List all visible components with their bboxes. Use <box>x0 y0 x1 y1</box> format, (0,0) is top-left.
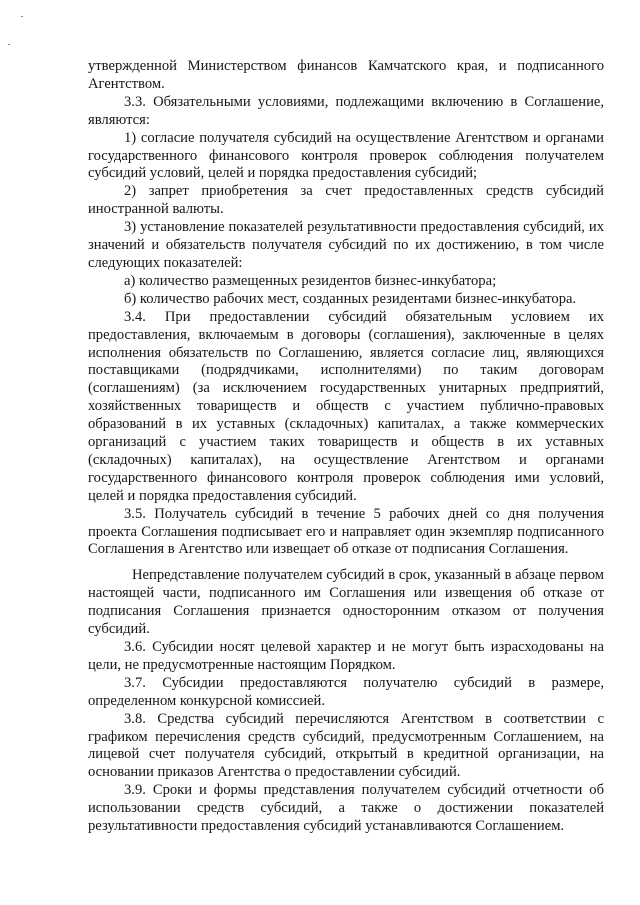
paragraph-3-9: 3.9. Сроки и формы представления получателем субсидий отчетности об использовании средств субсидий, а также о достижении показателей результативности предоставления субсидий устанавливаются Соглашением. <box>88 782 604 835</box>
scan-speck <box>8 44 10 45</box>
paragraph-3-5: 3.5. Получатель субсидий в течение 5 рабочих дней со дня получения проекта Соглашения подписывает его и направляет один экземпляр подписанного Соглашения в Агентство или извещает об отказе от подписания Соглашения. <box>88 505 604 558</box>
paragraph-3-3-item-3: 3) установление показателей результативности предоставления субсидий, их значений и обязательств получателя субсидий по их достижению, в том числе следующих показателей: <box>88 219 604 271</box>
paragraph-3-4: 3.4. При предоставлении субсидий обязательным условием их предоставления, включаемым в договоры (соглашения), заключенные в целях исполнения обязательств по Соглашению, является согласие лиц, являющихся поставщиками (подрядчиками, исполнителями) по таким договорам (соглашениям) (за исключением государственных унитарных предприятий, хозяйственных товариществ и обществ с участием публично-правовых образований в их уставных (складочных) капиталах, а также коммерческих организаций с участием таких товариществ и обществ в их уставных (складочных) капиталах), на осуществление Агентством и органами государственного финансового контроля проверок соблюдения ими условий, целей и порядка предоставления субсидий. <box>88 308 604 504</box>
paragraph-3-3-item-b: б) количество рабочих мест, созданных резидентами бизнес-инкубатора. <box>124 290 577 307</box>
paragraph-3-3-item-a: а) количество размещенных резидентов бизнес-инкубатора; <box>124 272 497 289</box>
paragraph-3-5-refusal: Непредставление получателем субсидий в срок, указанный в абзаце первом настоящей части, подписанного им Соглашения или извещения об отказе от подписания Соглашения признается односторонним отказом от получения субсидий. <box>88 567 604 638</box>
paragraph-3-8: 3.8. Средства субсидий перечисляются Агентством в соответствии с графиком перечисления средств субсидий, предусмотренным Соглашением, на лицевой счет получателя субсидий, открытый в кредитной организации, на основании приказов Агентства о предоставлении субсидий. <box>88 710 604 781</box>
paragraph-3-6: 3.6. Субсидии носят целевой характер и не могут быть израсходованы на цели, не предусмотренные настоящим Порядком. <box>88 639 604 673</box>
document-body <box>88 58 604 836</box>
paragraph-3-3-item-2: 2) запрет приобретения за счет предоставленных средств субсидий иностранной валюты. <box>88 183 604 218</box>
paragraph-3-7: 3.7. Субсидии предоставляются получателю субсидий в размере, определенном конкурсной комиссией. <box>88 674 604 709</box>
paragraph-continuation: утвержденной Министерством финансов Камчатского края, и подписанного Агентством. <box>88 58 604 92</box>
scan-speck <box>21 16 23 17</box>
paragraph-3-3-item-1: 1) согласие получателя субсидий на осуществление Агентством и органами государственного финансового контроля проверок соблюдения получателем субсидий условий, целей и порядка предоставления субсидий; <box>88 129 604 182</box>
paragraph-3-3: 3.3. Обязательными условиями, подлежащими включению в Соглашение, являются: <box>88 93 604 128</box>
